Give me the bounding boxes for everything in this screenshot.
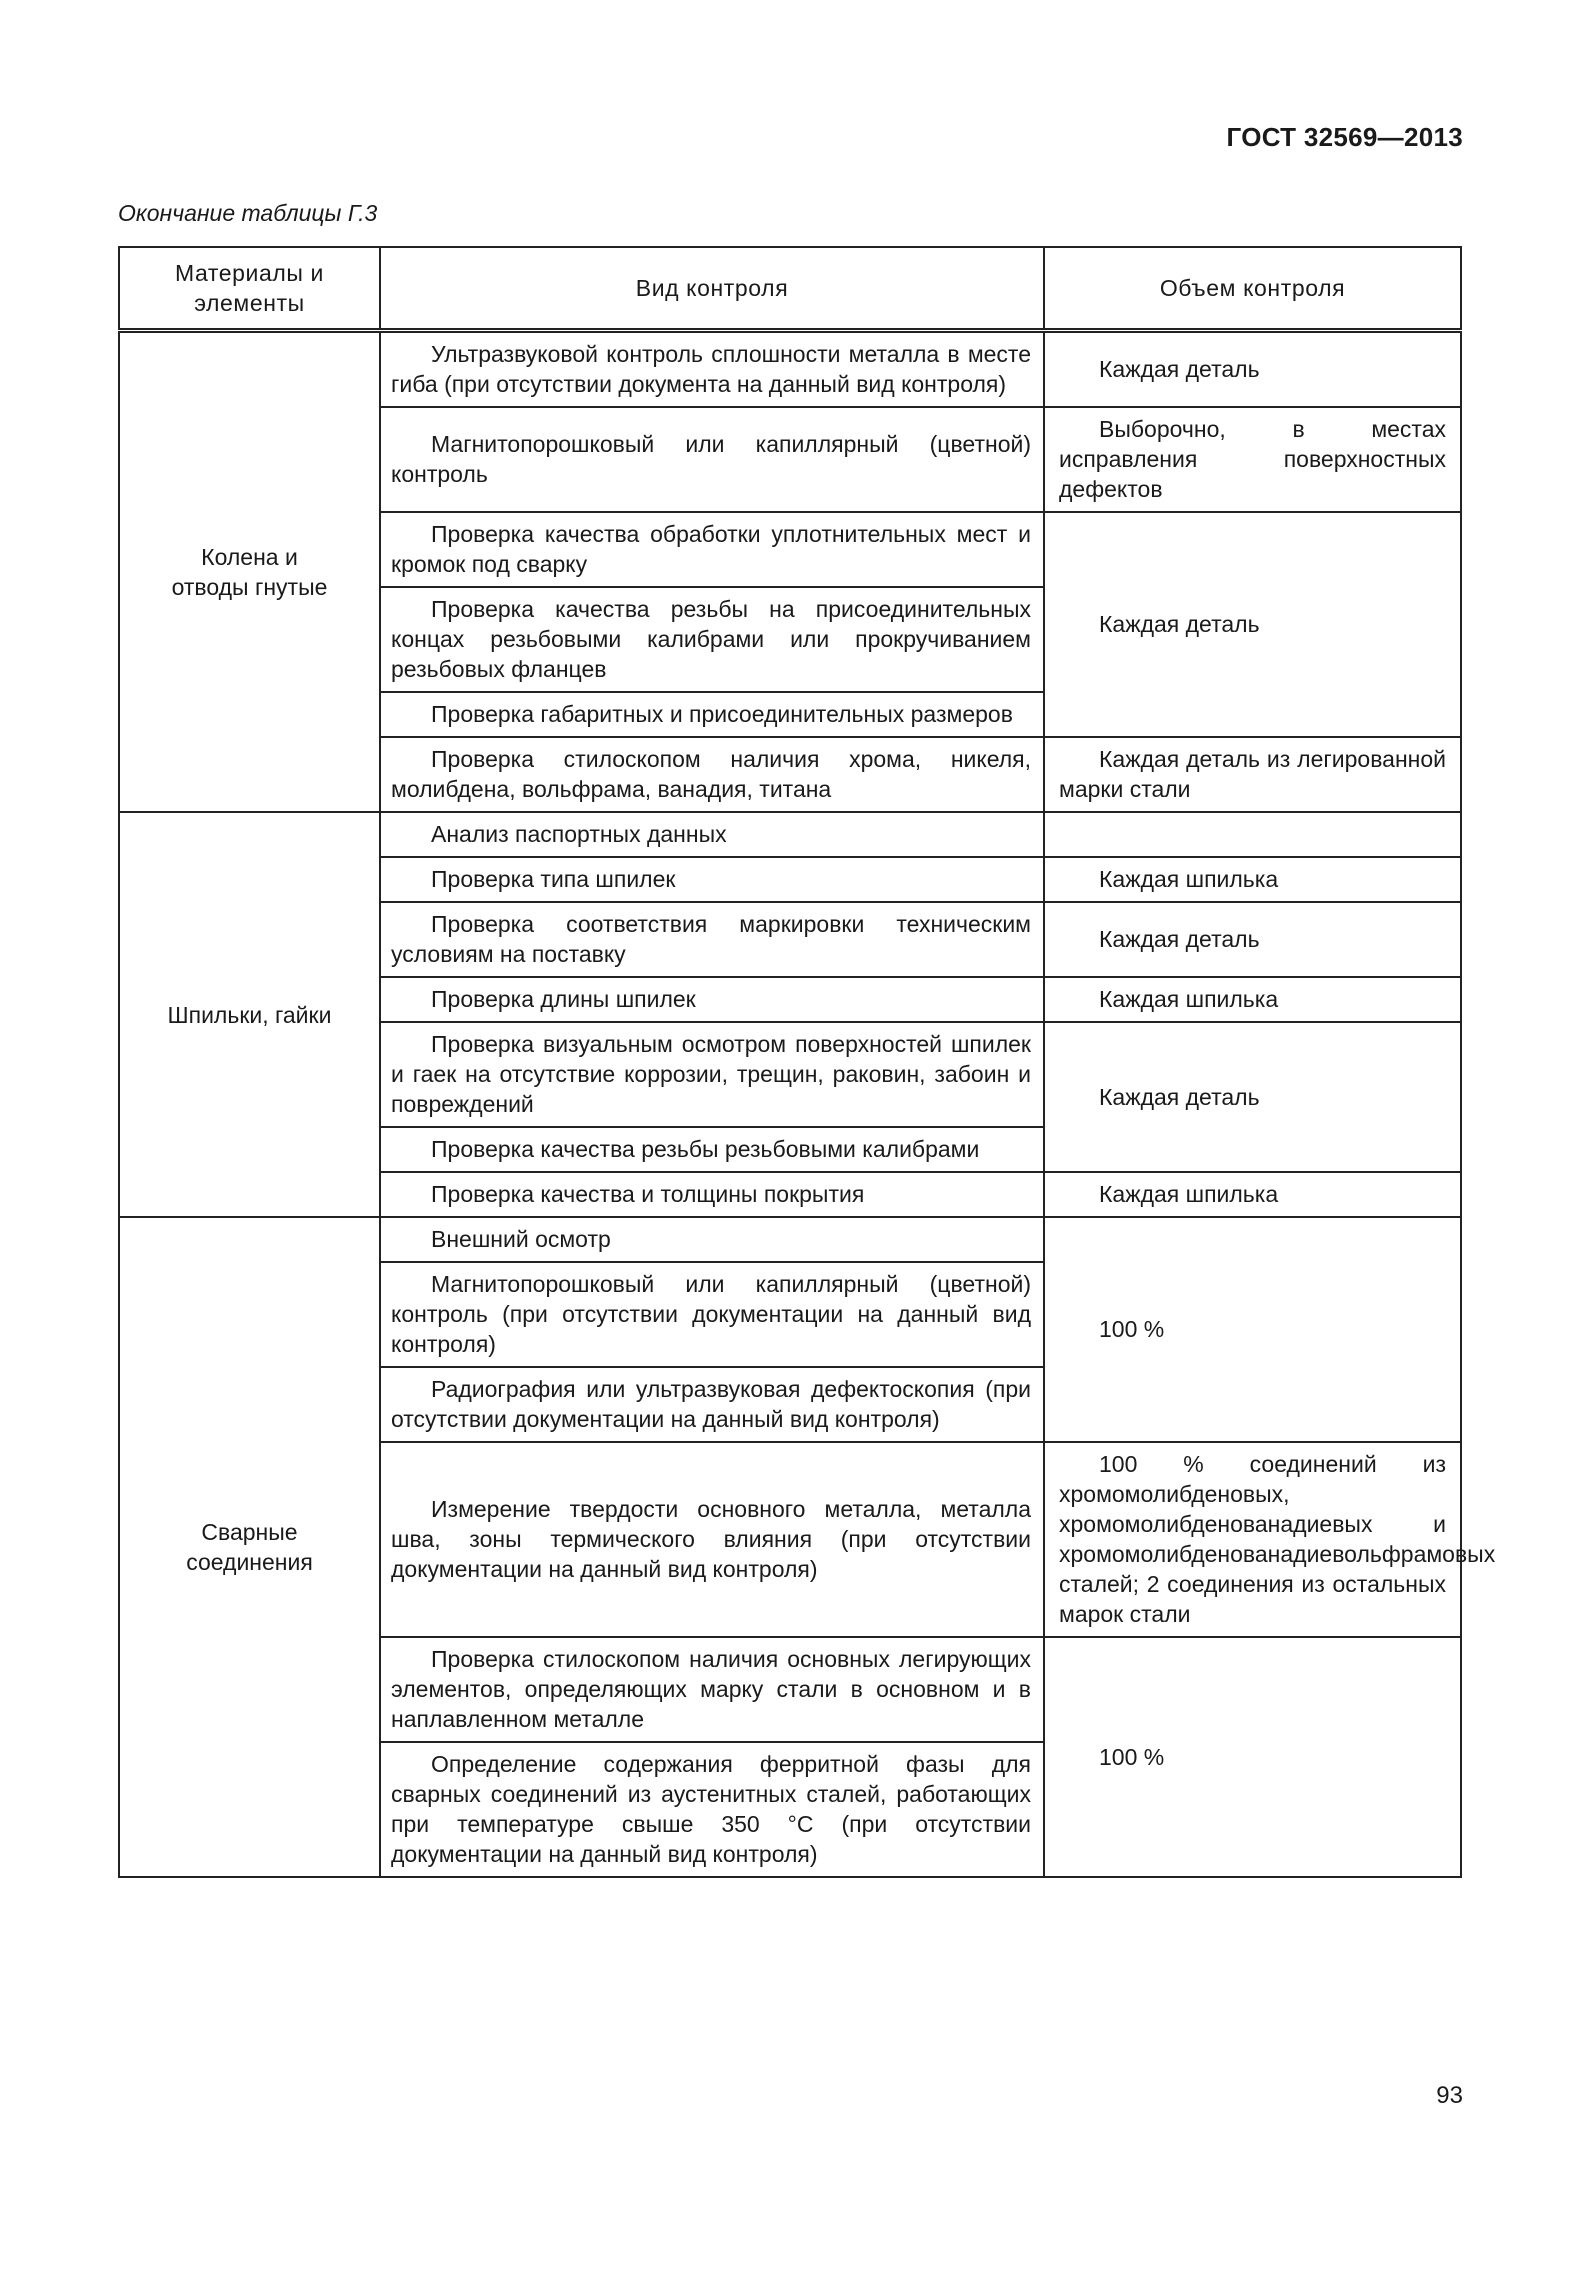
control-table xyxy=(118,246,1496,1878)
control-kind-cell: Проверка габаритных и присоединительных размеров xyxy=(380,692,1044,737)
control-kind-cell: Измерение твердости основного металла, металла шва, зоны термического влияния (при отсутствии документации на данный вид контроля) xyxy=(380,1442,1044,1637)
control-kind-cell: Определение содержания ферритной фазы для сварных соединений из аустенитных сталей, работающих при температуре свыше 350 °С (при отсутствии документации на данный вид контроля) xyxy=(380,1742,1044,1877)
control-volume-cell: Каждая деталь xyxy=(1044,512,1461,737)
control-volume-cell: Каждая деталь xyxy=(1044,331,1461,408)
control-kind-cell: Внешний осмотр xyxy=(380,1217,1044,1262)
control-kind-cell: Магнитопорошковый или капиллярный (цветной) контроль xyxy=(380,407,1044,512)
material-cell: Сварные соединения xyxy=(119,1217,380,1877)
control-volume-cell: 100 % соединений из хромомолибденовых, хромомолибденованадиевых и хромомолибденованадиевольфрамовых сталей; 2 соединения из остальных марок стали xyxy=(1044,1442,1461,1637)
control-kind-cell: Проверка стилоскопом наличия основных легирующих элементов, определяющих марку стали в основном и в наплавленном металле xyxy=(380,1637,1044,1742)
table-row xyxy=(119,331,1461,408)
control-kind-cell: Проверка качества резьбы на присоединительных концах резьбовыми калибрами или прокручиванием резьбовых фланцев xyxy=(380,587,1044,692)
control-kind-cell: Ультразвуковой контроль сплошности металла в месте гиба (при отсутствии документа на данный вид контроля) xyxy=(380,331,1044,408)
control-kind-cell: Радиография или ультразвуковая дефектоскопия (при отсутствии документации на данный вид контроля) xyxy=(380,1367,1044,1442)
control-volume-cell: Каждая деталь xyxy=(1044,1022,1461,1172)
control-volume-cell: Выборочно, в местах исправления поверхностных дефектов xyxy=(1044,407,1461,512)
control-kind-cell: Анализ паспортных данных xyxy=(380,812,1044,857)
material-cell: Шпильки, гайки xyxy=(119,812,380,1217)
standard-code: ГОСТ 32569—2013 xyxy=(1226,122,1463,152)
column-header-volume: Объем контроля xyxy=(1044,247,1461,331)
control-kind-cell: Проверка стилоскопом наличия хрома, никеля, молибдена, вольфрама, ванадия, титана xyxy=(380,737,1044,812)
control-kind-cell: Проверка качества обработки уплотнительных мест и кромок под сварку xyxy=(380,512,1044,587)
control-volume-cell: Каждая шпилька xyxy=(1044,1172,1461,1217)
control-volume-cell: Каждая шпилька xyxy=(1044,977,1461,1022)
column-header-kind: Вид контроля xyxy=(380,247,1044,331)
control-volume-cell xyxy=(1044,812,1461,857)
material-cell: Колена и отводы гнутые xyxy=(119,331,380,813)
control-volume-cell: Каждая шпилька xyxy=(1044,857,1461,902)
control-kind-cell: Магнитопорошковый или капиллярный (цветной) контроль (при отсутствии документации на данный вид контроля) xyxy=(380,1262,1044,1367)
control-volume-cell: 100 % xyxy=(1044,1637,1461,1877)
control-kind-cell: Проверка типа шпилек xyxy=(380,857,1044,902)
table-row xyxy=(119,1217,1461,1262)
table-row xyxy=(119,812,1461,857)
control-volume-cell: Каждая деталь из легированной марки стали xyxy=(1044,737,1461,812)
table-caption: Окончание таблицы Г.3 xyxy=(118,200,378,226)
control-kind-cell: Проверка визуальным осмотром поверхностей шпилек и гаек на отсутствие коррозии, трещин, раковин, забоин и повреждений xyxy=(380,1022,1044,1127)
control-kind-cell: Проверка соответствия маркировки техническим условиям на поставку xyxy=(380,902,1044,977)
control-kind-cell: Проверка длины шпилек xyxy=(380,977,1044,1022)
table-header-row xyxy=(119,247,1461,331)
page-number: 93 xyxy=(1436,2082,1463,2109)
control-volume-cell: Каждая деталь xyxy=(1044,902,1461,977)
control-kind-cell: Проверка качества и толщины покрытия xyxy=(380,1172,1044,1217)
control-volume-cell: 100 % xyxy=(1044,1217,1461,1442)
control-kind-cell: Проверка качества резьбы резьбовыми калибрами xyxy=(380,1127,1044,1172)
column-header-materials: Материалы и элементы xyxy=(119,247,380,331)
